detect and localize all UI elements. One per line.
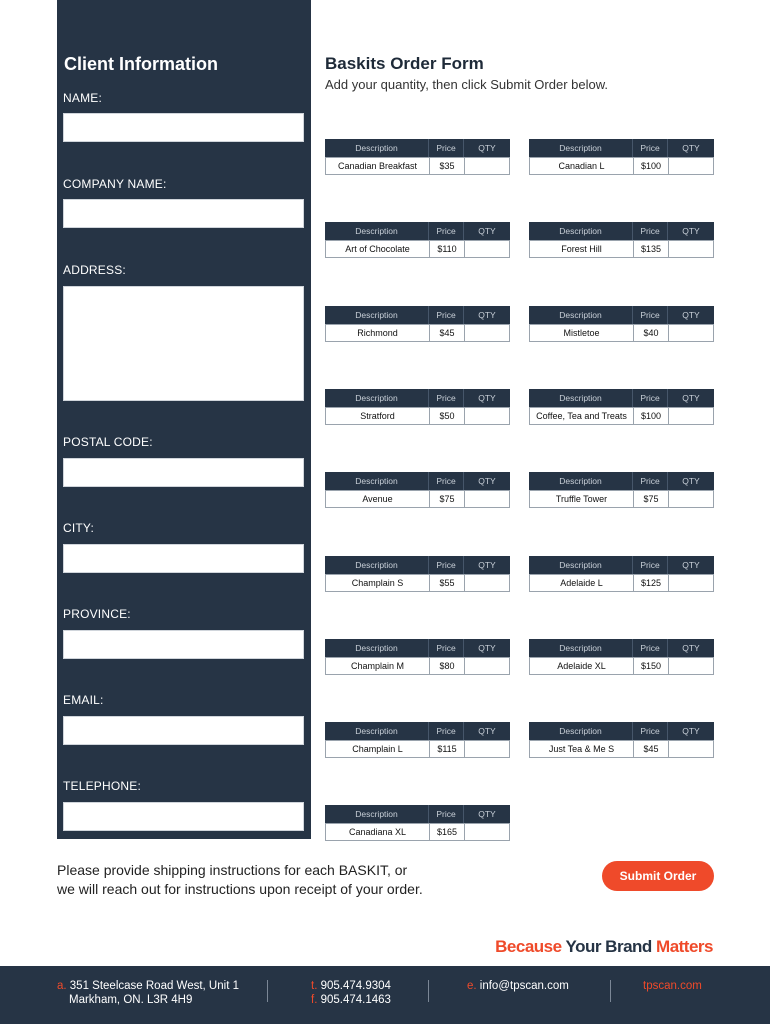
product-row [325, 574, 510, 592]
product-table [529, 472, 714, 508]
description-header: Description [559, 143, 602, 153]
shipping-line-1: Please provide shipping instructions for each BASKIT, or [57, 862, 408, 878]
product-table [325, 722, 510, 758]
price-header: Price [632, 306, 667, 324]
qty-header: QTY [463, 556, 510, 574]
description-header: Description [559, 476, 602, 486]
qty-header: QTY [667, 389, 714, 407]
product-table [325, 639, 510, 675]
product-table [325, 222, 510, 258]
postal-code-field[interactable] [63, 458, 304, 487]
qty-header: QTY [667, 722, 714, 740]
description-header: Description [559, 643, 602, 653]
qty-header: QTY [667, 306, 714, 324]
qty-header: QTY [463, 139, 510, 157]
footer [0, 966, 770, 1024]
product-row [325, 490, 510, 508]
product-table [325, 472, 510, 508]
product-header [325, 389, 510, 407]
order-form-subtitle: Add your quantity, then click Submit Order below. [325, 77, 609, 92]
order-form-title: Baskits Order Form [325, 54, 484, 73]
company-name-field[interactable] [63, 199, 304, 228]
product-price: $165 [429, 824, 464, 840]
price-header: Price [632, 139, 667, 157]
qty-input[interactable] [668, 408, 715, 424]
product-name: Champlain L [352, 744, 403, 754]
product-name: Champlain S [351, 578, 404, 588]
price-header: Price [428, 472, 463, 490]
product-row [325, 240, 510, 258]
submit-order-button[interactable]: Submit Order [602, 861, 714, 891]
address-line-2: Markham, ON. L3R 4H9 [69, 994, 193, 1006]
product-price: $35 [429, 158, 464, 174]
qty-input[interactable] [668, 241, 715, 257]
product-table [325, 389, 510, 425]
description-header: Description [355, 809, 398, 819]
price-header: Price [428, 222, 463, 240]
product-table [325, 306, 510, 342]
telephone-label: TELEPHONE: [63, 779, 142, 793]
qty-header: QTY [463, 306, 510, 324]
footer-phone [311, 979, 391, 1007]
qty-header: QTY [463, 722, 510, 740]
email-field[interactable] [63, 716, 304, 745]
qty-input[interactable] [464, 408, 511, 424]
product-price: $125 [633, 575, 668, 591]
product-price: $45 [429, 325, 464, 341]
phone-number: 905.474.9304 [317, 980, 391, 992]
price-header: Price [428, 139, 463, 157]
qty-header: QTY [463, 639, 510, 657]
product-header [529, 722, 714, 740]
description-header: Description [355, 643, 398, 653]
client-info-panel [57, 0, 311, 839]
product-header [529, 556, 714, 574]
address-label: ADDRESS: [63, 263, 126, 277]
product-row [529, 240, 714, 258]
qty-header: QTY [463, 472, 510, 490]
qty-input[interactable] [668, 491, 715, 507]
qty-input[interactable] [464, 325, 511, 341]
footer-divider [610, 980, 611, 1002]
description-header: Description [355, 726, 398, 736]
product-name: Avenue [362, 494, 393, 504]
province-field[interactable] [63, 630, 304, 659]
qty-header: QTY [463, 389, 510, 407]
website-link[interactable]: tpscan.com [643, 980, 702, 992]
shipping-instructions [57, 861, 423, 899]
price-header: Price [428, 306, 463, 324]
description-header: Description [559, 726, 602, 736]
product-header [325, 639, 510, 657]
email-address[interactable]: info@tpscan.com [476, 980, 569, 992]
email-label: EMAIL: [63, 693, 104, 707]
company-name-label: COMPANY NAME: [63, 177, 167, 191]
qty-header: QTY [463, 805, 510, 823]
qty-input[interactable] [668, 658, 715, 674]
product-price: $80 [429, 658, 464, 674]
description-header: Description [355, 476, 398, 486]
qty-input[interactable] [668, 741, 715, 757]
product-name: Canadiana XL [348, 827, 407, 837]
email-prefix: e. [467, 980, 477, 992]
product-name: Canadian L [558, 161, 605, 171]
phone-prefix: t. [311, 980, 318, 992]
product-name: Richmond [357, 328, 398, 338]
tagline-part-1: Because [495, 937, 566, 956]
postal-code-label: POSTAL CODE: [63, 435, 153, 449]
product-price: $50 [429, 408, 464, 424]
price-header: Price [428, 389, 463, 407]
product-price: $100 [633, 408, 668, 424]
product-price: $75 [633, 491, 668, 507]
product-header [529, 639, 714, 657]
product-name: Stratford [360, 411, 395, 421]
product-row [529, 324, 714, 342]
description-header: Description [355, 310, 398, 320]
product-header [529, 472, 714, 490]
price-header: Price [428, 556, 463, 574]
product-header [529, 139, 714, 157]
product-header [325, 472, 510, 490]
fax-prefix: f. [311, 994, 318, 1006]
product-name: Champlain M [350, 661, 405, 671]
footer-address [57, 979, 239, 1007]
qty-header: QTY [667, 556, 714, 574]
address-line-1: 351 Steelcase Road West, Unit 1 [66, 980, 239, 992]
product-row [325, 407, 510, 425]
product-table [325, 556, 510, 592]
product-table [529, 222, 714, 258]
product-table [529, 389, 714, 425]
product-header [325, 306, 510, 324]
product-row [529, 157, 714, 175]
qty-input[interactable] [464, 575, 511, 591]
price-header: Price [428, 722, 463, 740]
footer-divider [428, 980, 429, 1002]
address-field[interactable] [63, 286, 304, 401]
product-row [325, 823, 510, 841]
product-price: $135 [633, 241, 668, 257]
product-name: Mistletoe [563, 328, 600, 338]
address-prefix: a. [57, 980, 67, 992]
product-price: $110 [429, 241, 464, 257]
product-price: $100 [633, 158, 668, 174]
product-row [325, 657, 510, 675]
product-table [325, 805, 510, 841]
shipping-line-2: we will reach out for instructions upon receipt of your order. [57, 881, 423, 897]
qty-header: QTY [667, 139, 714, 157]
product-header [325, 805, 510, 823]
qty-input[interactable] [668, 575, 715, 591]
qty-input[interactable] [464, 491, 511, 507]
product-row [529, 407, 714, 425]
product-table [529, 556, 714, 592]
product-header [529, 306, 714, 324]
qty-header: QTY [667, 222, 714, 240]
product-row [325, 157, 510, 175]
client-info-title: Client Information [64, 54, 218, 74]
product-row [529, 740, 714, 758]
price-header: Price [632, 222, 667, 240]
name-label: NAME: [63, 91, 103, 105]
fax-number: 905.474.1463 [317, 994, 391, 1006]
product-row [325, 740, 510, 758]
qty-input[interactable] [464, 741, 511, 757]
footer-email[interactable] [467, 979, 569, 993]
qty-input[interactable] [464, 241, 511, 257]
product-price: $115 [429, 741, 464, 757]
price-header: Price [632, 722, 667, 740]
description-header: Description [559, 226, 602, 236]
qty-input[interactable] [464, 658, 511, 674]
description-header: Description [355, 226, 398, 236]
price-header: Price [632, 556, 667, 574]
product-header [325, 722, 510, 740]
product-table [325, 139, 510, 175]
price-header: Price [428, 805, 463, 823]
description-header: Description [559, 393, 602, 403]
qty-header: QTY [463, 222, 510, 240]
qty-input[interactable] [668, 325, 715, 341]
product-name: Just Tea & Me S [548, 744, 615, 754]
product-header [529, 389, 714, 407]
product-name: Adelaide L [560, 578, 603, 588]
product-name: Adelaide XL [557, 661, 606, 671]
description-header: Description [355, 560, 398, 570]
product-price: $150 [633, 658, 668, 674]
description-header: Description [355, 143, 398, 153]
qty-input[interactable] [668, 158, 715, 174]
product-row [529, 657, 714, 675]
product-name: Truffle Tower [555, 494, 608, 504]
tagline-part-2: Your Brand [565, 937, 657, 956]
name-field[interactable] [63, 113, 304, 142]
product-name: Forest Hill [561, 244, 602, 254]
product-table [529, 639, 714, 675]
price-header: Price [632, 389, 667, 407]
province-label: PROVINCE: [63, 607, 131, 621]
description-header: Description [559, 560, 602, 570]
city-field[interactable] [63, 544, 304, 573]
product-price: $75 [429, 491, 464, 507]
product-header [325, 139, 510, 157]
product-name: Coffee, Tea and Treats [536, 411, 627, 421]
product-row [529, 490, 714, 508]
product-name: Art of Chocolate [345, 244, 410, 254]
price-header: Price [428, 639, 463, 657]
qty-input[interactable] [464, 824, 511, 840]
product-header [325, 556, 510, 574]
city-label: CITY: [63, 521, 95, 535]
product-name: Canadian Breakfast [337, 161, 418, 171]
product-header [325, 222, 510, 240]
product-row [529, 574, 714, 592]
product-table [529, 139, 714, 175]
price-header: Price [632, 639, 667, 657]
qty-header: QTY [667, 472, 714, 490]
tagline-part-3: Matters [656, 937, 713, 956]
description-header: Description [355, 393, 398, 403]
product-price: $40 [633, 325, 668, 341]
telephone-field[interactable] [63, 802, 304, 831]
product-table [529, 722, 714, 758]
product-price: $45 [633, 741, 668, 757]
product-table [529, 306, 714, 342]
product-row [325, 324, 510, 342]
product-price: $55 [429, 575, 464, 591]
qty-input[interactable] [464, 158, 511, 174]
price-header: Price [632, 472, 667, 490]
description-header: Description [559, 310, 602, 320]
footer-divider [267, 980, 268, 1002]
brand-tagline [495, 937, 713, 957]
qty-header: QTY [667, 639, 714, 657]
product-header [529, 222, 714, 240]
